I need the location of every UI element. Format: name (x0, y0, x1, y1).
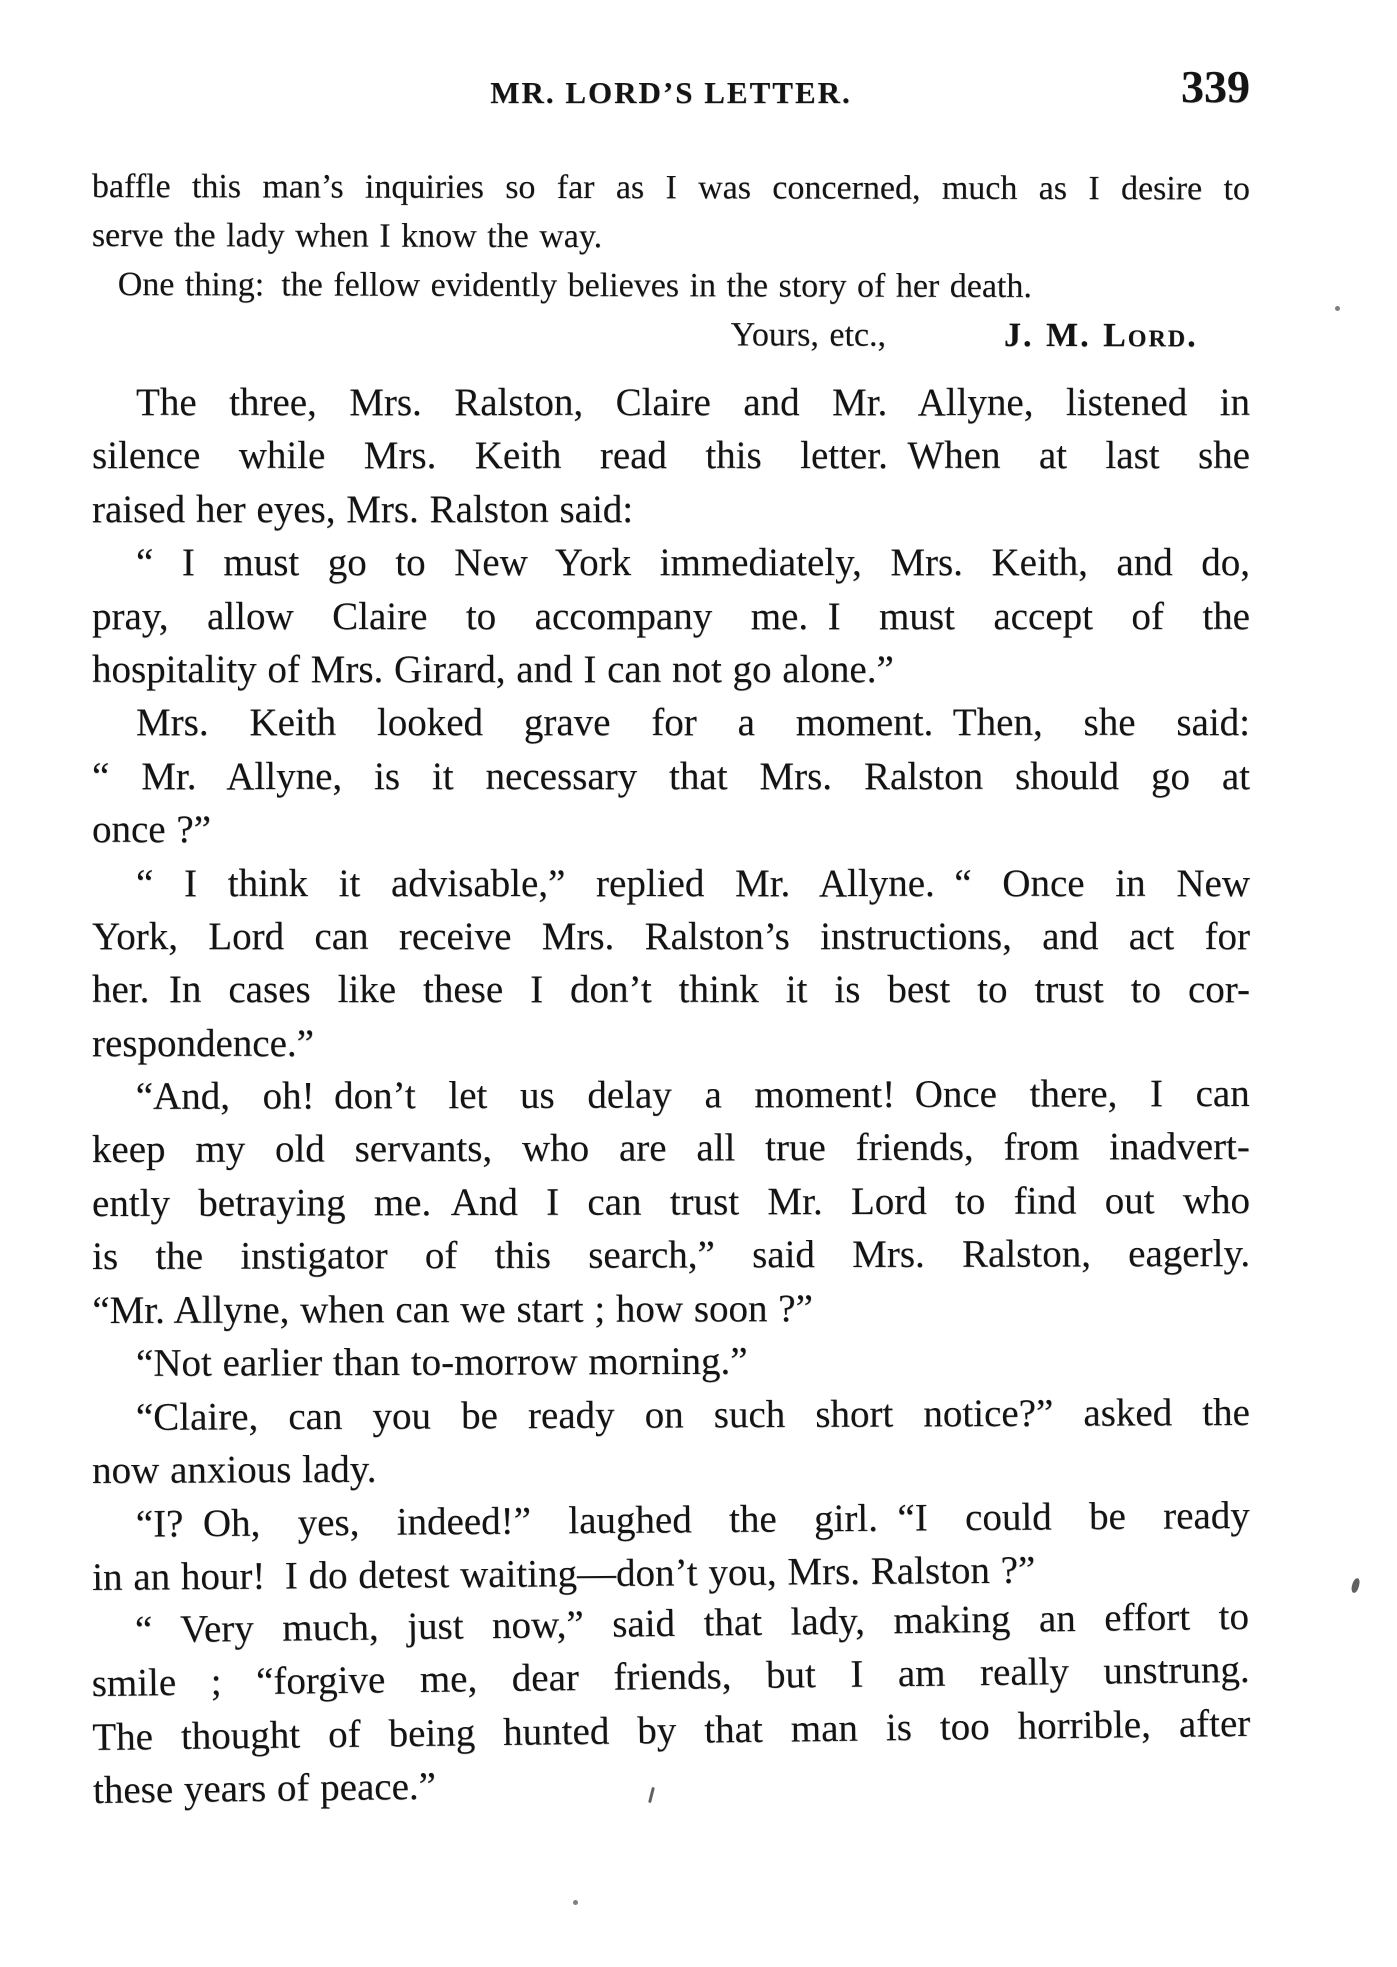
text-line: “Not earlier than to-morrow morning.” (135, 1340, 748, 1386)
text-line: One thing: the fellow evidently believes in the story of her death. (117, 266, 1032, 305)
text-line: her. In cases like these I don’t think it is best to trust to cor- (92, 968, 1250, 1012)
paragraph (92, 1067, 1251, 1337)
paragraph (92, 696, 1250, 856)
text-line: “ I must go to New York immediately, Mrs. Keith, and do, (136, 541, 1250, 585)
text-line: once ?” (92, 808, 211, 852)
text-line: Mrs. Keith looked grave for a moment. Then, she said: (136, 701, 1250, 745)
paragraph (92, 376, 1250, 536)
text-line: now anxious lady. (92, 1447, 377, 1493)
text-line: these years of peace.” (92, 1765, 437, 1813)
text-line: silence while Mrs. Keith read this letter. When at last she (92, 434, 1250, 478)
letter-lines (92, 162, 1250, 311)
text-line: is the instigator of this search,” said Mrs. Ralston, eagerly. (92, 1232, 1251, 1279)
paragraph (92, 1333, 1250, 1390)
paragraph (92, 536, 1250, 696)
text-line: “Mr. Allyne, when can we start ; how soon ?” (92, 1287, 813, 1332)
text-line: keep my old servants, who are all true friends, from inadvert- (91, 1125, 1250, 1172)
text-line: The thought of being hunted by that man is too horrible, after (92, 1702, 1251, 1760)
text-line: “ Mr. Allyne, is it necessary that Mrs. Ralston should go at (92, 754, 1250, 798)
text-block (91, 61, 1251, 1818)
text-line: smile ; “forgive me, dear friends, but I am really unstrung. (91, 1648, 1250, 1706)
text-line: serve the lady when I know the way. (91, 216, 603, 256)
scan-artifact (1351, 1577, 1361, 1593)
text-line: pray, allow Claire to accompany me. I must accept of the (92, 594, 1250, 638)
text-line: ently betraying me. And I can trust Mr. Lord to find out who (91, 1179, 1251, 1226)
letter-signature (92, 309, 1250, 360)
text-line: “And, oh! don’t let us delay a moment! Once there, I can (135, 1072, 1250, 1119)
scan-artifact (573, 1900, 578, 1905)
text-line: “ Very much, just now,” said that lady, making an effort to (134, 1595, 1250, 1652)
text-line: respondence.” (92, 1021, 314, 1065)
text-line: in an hour! I do detest waiting—don’t you, Mrs. Ralston ?” (92, 1548, 1036, 1599)
scan-artifact (1335, 306, 1340, 311)
paragraph (92, 1386, 1250, 1498)
text-line: York, Lord can receive Mrs. Ralston’s instructions, and act for (92, 915, 1250, 959)
paragraph (92, 857, 1250, 1071)
signature-closing: Yours, etc., (730, 316, 887, 354)
text-line: “ I think it advisable,” replied Mr. Allyne. “ Once in New (136, 861, 1250, 905)
body-text (92, 376, 1250, 1818)
running-head-title: MR. LORD’S LETTER. (490, 75, 852, 110)
paragraph (91, 1590, 1252, 1818)
text-line: “I? Oh, yes, indeed!” laughed the girl. “I could be ready (135, 1493, 1250, 1546)
signature-name: J. M. Lord. (1003, 316, 1198, 355)
page-number: 339 (1181, 61, 1250, 112)
text-line: hospitality of Mrs. Girard, and I can not go alone.” (92, 648, 894, 692)
paragraph (92, 1488, 1251, 1604)
text-line: raised her eyes, Mrs. Ralston said: (92, 487, 634, 531)
text-line: The three, Mrs. Ralston, Claire and Mr. Allyne, listened in (136, 381, 1250, 424)
text-line: “Claire, can you be ready on such short notice?” asked the (135, 1390, 1250, 1439)
text-line: baffle this man’s inquiries so far as I was concerned, much as I desire to (91, 167, 1250, 208)
page-header (92, 61, 1250, 114)
letter-excerpt (92, 162, 1250, 360)
